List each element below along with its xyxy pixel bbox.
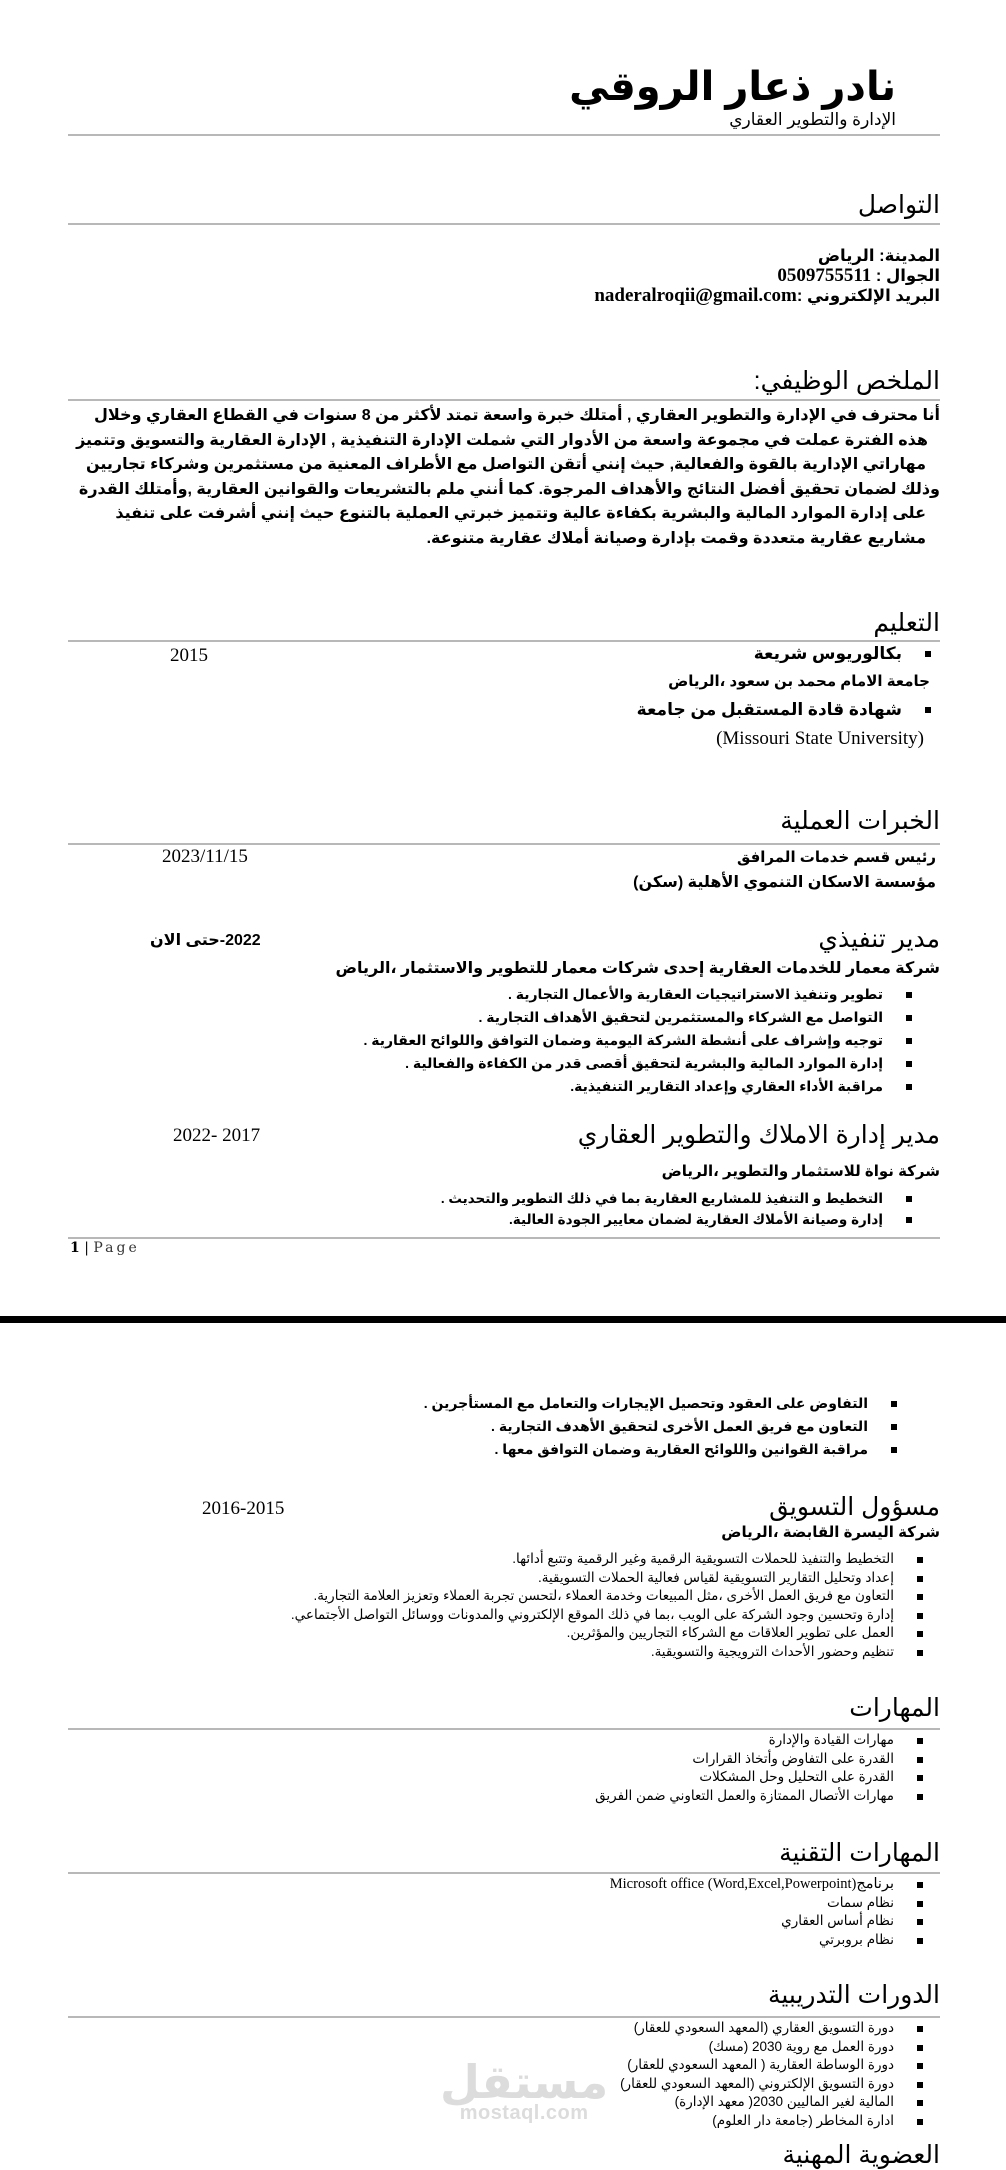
divider [68,843,940,845]
page-number: 1 | Page [70,1240,140,1256]
duty-item: التعاون مع فريق العمل الأخرى ،مثل المبيعات وخدمة العملاء ،لتحسن تجربة العملاء وتعزيز العلامة التجارية. [291,1587,932,1606]
job-title: مدير تنفيذي [818,925,940,953]
course-item: دورة التسويق العقاري (المعهد السعودي للعقار) [620,2019,932,2038]
education-list [637,697,940,723]
tech-skill-item: نظام سمات [610,1894,932,1913]
duty-item: التخطيط والتنفيذ للحملات التسويقية الرقمية وغير الرقمية وتتبع أدائها. [291,1550,932,1569]
education-list [754,641,940,667]
job-duties-continued [424,1392,906,1461]
courses-list [620,2019,932,2130]
job-company: شركة معمار للخدمات العقارية إحدى شركات معمار للتطوير والاستثمار ،الرياض [335,960,940,977]
job-duties [291,1550,932,1661]
duty-item: العمل على تطوير العلاقات مع الشركاء التجاريين والمؤثرين. [291,1624,932,1643]
education-institution: (Missouri State University) [716,728,924,749]
duty-item: التعاون مع فريق العمل الأخرى لتحقيق الأهدف التجارية . [424,1415,906,1438]
job-date: 2023/11/15 [162,846,248,867]
duty-item: إدارة وصيانة الأملاك العقارية لضمان معايير الجودة العالية. [441,1209,921,1230]
course-item: دورة العمل مع روية 2030 (مسك) [620,2038,932,2057]
divider [68,399,940,401]
skills-heading: المهارات [849,1694,940,1722]
divider [68,223,940,225]
candidate-title: الإدارة والتطوير العقاري [729,110,896,129]
duty-item: إعداد وتحليل التقارير التسويقية لقياس فعالية الحملات التسويقية. [291,1569,932,1588]
contact-phone: الجوال : 0509755511 [777,265,940,286]
tech-skills-list [610,1875,932,1949]
courses-heading: الدورات التدريبية [767,1981,940,2009]
education-institution: جامعة الامام محمد بن سعود ،الرياض [668,673,930,690]
job-company: مؤسسة الاسكان التنموي الأهلية (سكن) [633,874,936,891]
skill-item: القدرة على التفاوض وأتخاذ القرارات [595,1750,932,1769]
divider [68,1728,940,1730]
divider [68,134,940,136]
summary-heading: الملخص الوظيفي: [753,367,940,395]
education-year: 2015 [170,645,208,666]
divider [68,1872,940,1874]
duty-item: مراقبة القوانين واللوائح العقارية وضمان التوافق معها . [424,1438,906,1461]
tech-skills-heading: المهارات التقنية [779,1839,940,1867]
job-duties [363,983,921,1098]
skill-item: مهارات القيادة والإدارة [595,1731,932,1750]
tech-skill-item: نظام بروبرتي [610,1931,932,1950]
job-title: رئيس قسم خدمات المرافق [736,849,936,866]
education-degree: شهادة قادة المستقبل من جامعة [637,697,940,723]
duty-item: توجيه وإشراف على أنشطة الشركة اليومية وضمان التوافق واللوائح العقارية . [363,1029,921,1052]
job-date: 2016-2015 [202,1498,285,1519]
duty-item: إدارة الموارد المالية والبشرية لتحقيق أقصى قدر من الكفاءة والفعالية . [363,1052,921,1075]
education-heading: التعليم [873,609,940,637]
membership-heading: العضوية المهنية [782,2141,940,2169]
contact-city: المدينة: الرياض [817,247,940,265]
duty-item: التواصل مع الشركاء والمستثمرين لتحقيق الأهداف التجارية . [363,1006,921,1029]
email-link[interactable]: naderalroqii@gmail.com [594,285,797,306]
job-company: شركة نواة للاستثمار والتطوير ،الرياض [661,1163,940,1180]
experience-heading: الخبرات العملية [780,807,940,835]
job-duties [441,1188,921,1230]
duty-item: تطوير وتنفيذ الاستراتيجيات العقارية والأعمال التجارية . [363,983,921,1006]
footer-divider [68,1237,940,1239]
tech-skill-item: نظام أساس العقاري [610,1912,932,1931]
contact-email: البريد الإلكتروني :naderalroqii@gmail.com [594,285,940,306]
course-item: دورة التسويق الإلكتروني (المعهد السعودي للعقار) [620,2075,932,2094]
tech-skill-item: برنامجMicrosoft office (Word,Excel,Powerpoint) [610,1875,932,1894]
job-title: مدير إدارة الاملاك والتطوير العقاري [577,1121,940,1149]
skills-list [595,1731,932,1805]
skill-item: القدرة على التحليل وحل المشكلات [595,1768,932,1787]
job-date: 2022- 2017 [173,1125,261,1146]
page-break [0,1316,1006,1323]
duty-item: مراقبة الأداء العقاري وإعداد التقارير التنفيذية. [363,1075,921,1098]
duty-item: التخطيط و التنفيذ للمشاريع العقارية بما في ذلك التطوير والتحديث . [441,1188,921,1209]
course-item: المالية لغير الماليين 2030( معهد الإدارة) [620,2093,932,2112]
summary-text: أنا محترف في الإدارة والتطوير العقاري , أمتلك خبرة واسعة تمتد لأكثر من 8 سنوات في القطاع العقاري وخلال هذه الفترة عملت في مجموعة واسعة من الأدوار التي شملت الإدارة التنفيذية , الإدارة العقارية والتسويق وتتميز مهاراتي الإدارية بالقوة والفعالية, حيث إنني أتقن التواصل مع الأطراف المعنية من مستثمرين وشركاء تجاريين وذلك لضمان تحقيق أفضل النتائج والأهداف المرجوة. كما أنني ملم بالتشريعات والقوانين العقارية ,وأمتلك القدرة على إدارة الموارد المالية والبشرية بكفاءة عالية وتتميز خبرتي العملية بالتنوع حيث إنني أشرفت على تنفيذ مشاريع عقارية متعددة وقمت بإدارة وصيانة أملاك عقارية متنوعة. [76,407,940,547]
duty-item: تنظيم وحضور الأحداث الترويجية والتسويقية. [291,1643,932,1662]
mostaql-watermark: مستقل mostaql.com [440,2056,609,2124]
job-date: 2022-حتى الان [150,932,261,949]
job-company: شركة اليسرة القابضة ،الرياض [721,1524,940,1541]
course-item: دورة الوساطة العقارية ( المعهد السعودي للعقار) [620,2056,932,2075]
course-item: ادارة المخاطر (جامعة دار العلوم) [620,2112,932,2131]
divider [68,2016,940,2018]
skill-item: مهارات الأتصال الممتازة والعمل التعاوني ضمن الفريق [595,1787,932,1806]
contact-block [594,246,940,306]
education-degree: بكالوريوس شريعة [754,641,940,667]
duty-item: التفاوض على العقود وتحصيل الإيجارات والتعامل مع المستأجرين . [424,1392,906,1415]
job-title: مسؤول التسويق [769,1493,940,1521]
candidate-name: نادر ذعار الروقي [569,65,896,109]
duty-item: إدارة وتحسين وجود الشركة على الويب ،بما في ذلك الموقع الإلكتروني والمدونات ووسائل التواصل الأجتماعي. [291,1606,932,1625]
contact-heading: التواصل [857,191,940,219]
